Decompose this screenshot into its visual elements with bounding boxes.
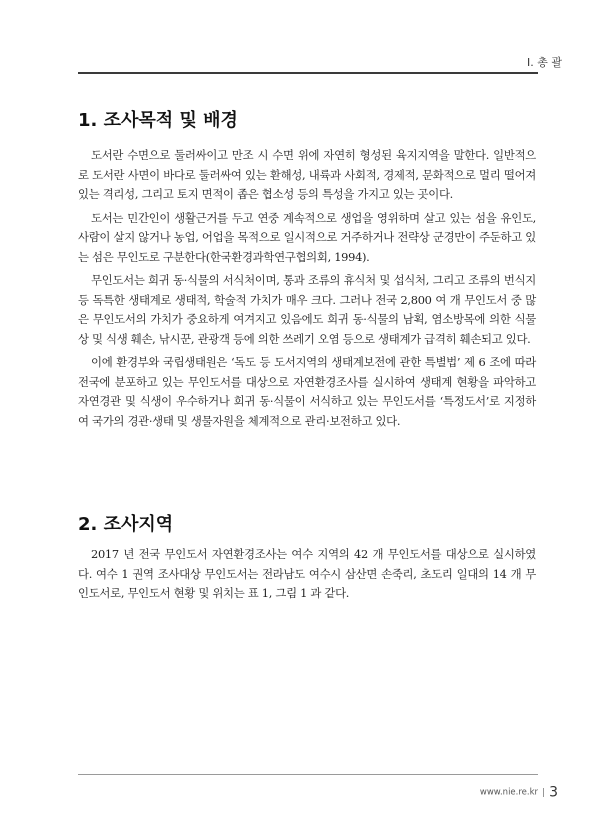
paragraph: 도서는 민간인이 생활근거를 두고 연중 계속적으로 생업을 영위하며 살고 있는 섬을 유인도, 사람이 살지 않거나 농업, 어업을 목적으로 일시적으로 거주하거나 전략상 군경만이 주둔하고 있는 섬은 무인도로 구분한다(한국환경과학연구협의회, 1994).: [78, 210, 536, 264]
paragraph: 2017 년 전국 무인도서 자연환경조사는 여수 지역의 42 개 무인도서를 대상으로 실시하였다. 여수 1 권역 조사대상 무인도서는 전라남도 여수시 삼산면 손죽리, 초도리 일대의 14 개 무인도서로, 무인도서 현황 및 위치는 표 1, 그림 1 과 같다.: [78, 547, 536, 600]
section-body-purpose: [78, 146, 536, 435]
paragraph: 도서란 수면으로 둘러싸이고 만조 시 수면 위에 자연히 형성된 육지지역을 말한다. 일반적으로 도서란 사면이 바다로 둘러싸여 있는 환해성, 내륙과 사회적, 경제적, 문화적으로 멀리 떨어져 있는 격리성, 그리고 토지 면적이 좁은 협소성 등의 특성을 가지고 있는 곳이다.: [78, 148, 536, 201]
footer-separator: |: [542, 787, 546, 798]
paragraph: 무인도서는 희귀 동·식물의 서식처이며, 통과 조류의 휴식처 및 섭식처, 그리고 조류의 번식지 등 독특한 생태계로 생태적, 학술적 가치가 매우 크다. 그러나 전국 2,800 여 개 무인도서 중 많은 무인도서의 가치가 중요하게 여겨지고 있음에도 희귀 동·식물의 남획, 염소방목에 의한 식물상 및 식생 훼손, 낚시꾼, 관광객 등에 의한 쓰레기 오염 등으로 생태계가 급격히 훼손되고 있다.: [78, 273, 536, 346]
chapter-label: I. 총 괄: [527, 56, 562, 69]
section-heading-area: 2. 조사지역: [78, 514, 174, 535]
page-number: 3: [549, 784, 558, 801]
footer-url: www.nie.re.kr: [479, 787, 539, 798]
section-heading-purpose: 1. 조사목적 및 배경: [78, 110, 238, 131]
footer-rule: [78, 774, 538, 775]
page-footer: [480, 782, 558, 801]
paragraph: 이에 환경부와 국립생태원은 ‘독도 등 도서지역의 생태계보전에 관한 특별법’ 제 6 조에 따라 전국에 분포하고 있는 무인도서를 대상으로 자연환경조사를 실시하여 생태계 현황을 파악하고 자연경관 및 식생이 우수하거나 희귀 동·식물이 서식하고 있는 무인도서를 ‘특정도서’로 지정하여 국가의 경관·생태 및 생물자원을 체계적으로 관리·보전하고 있다.: [78, 355, 536, 428]
section-body-area: [78, 545, 536, 608]
header-rule: [78, 72, 538, 74]
